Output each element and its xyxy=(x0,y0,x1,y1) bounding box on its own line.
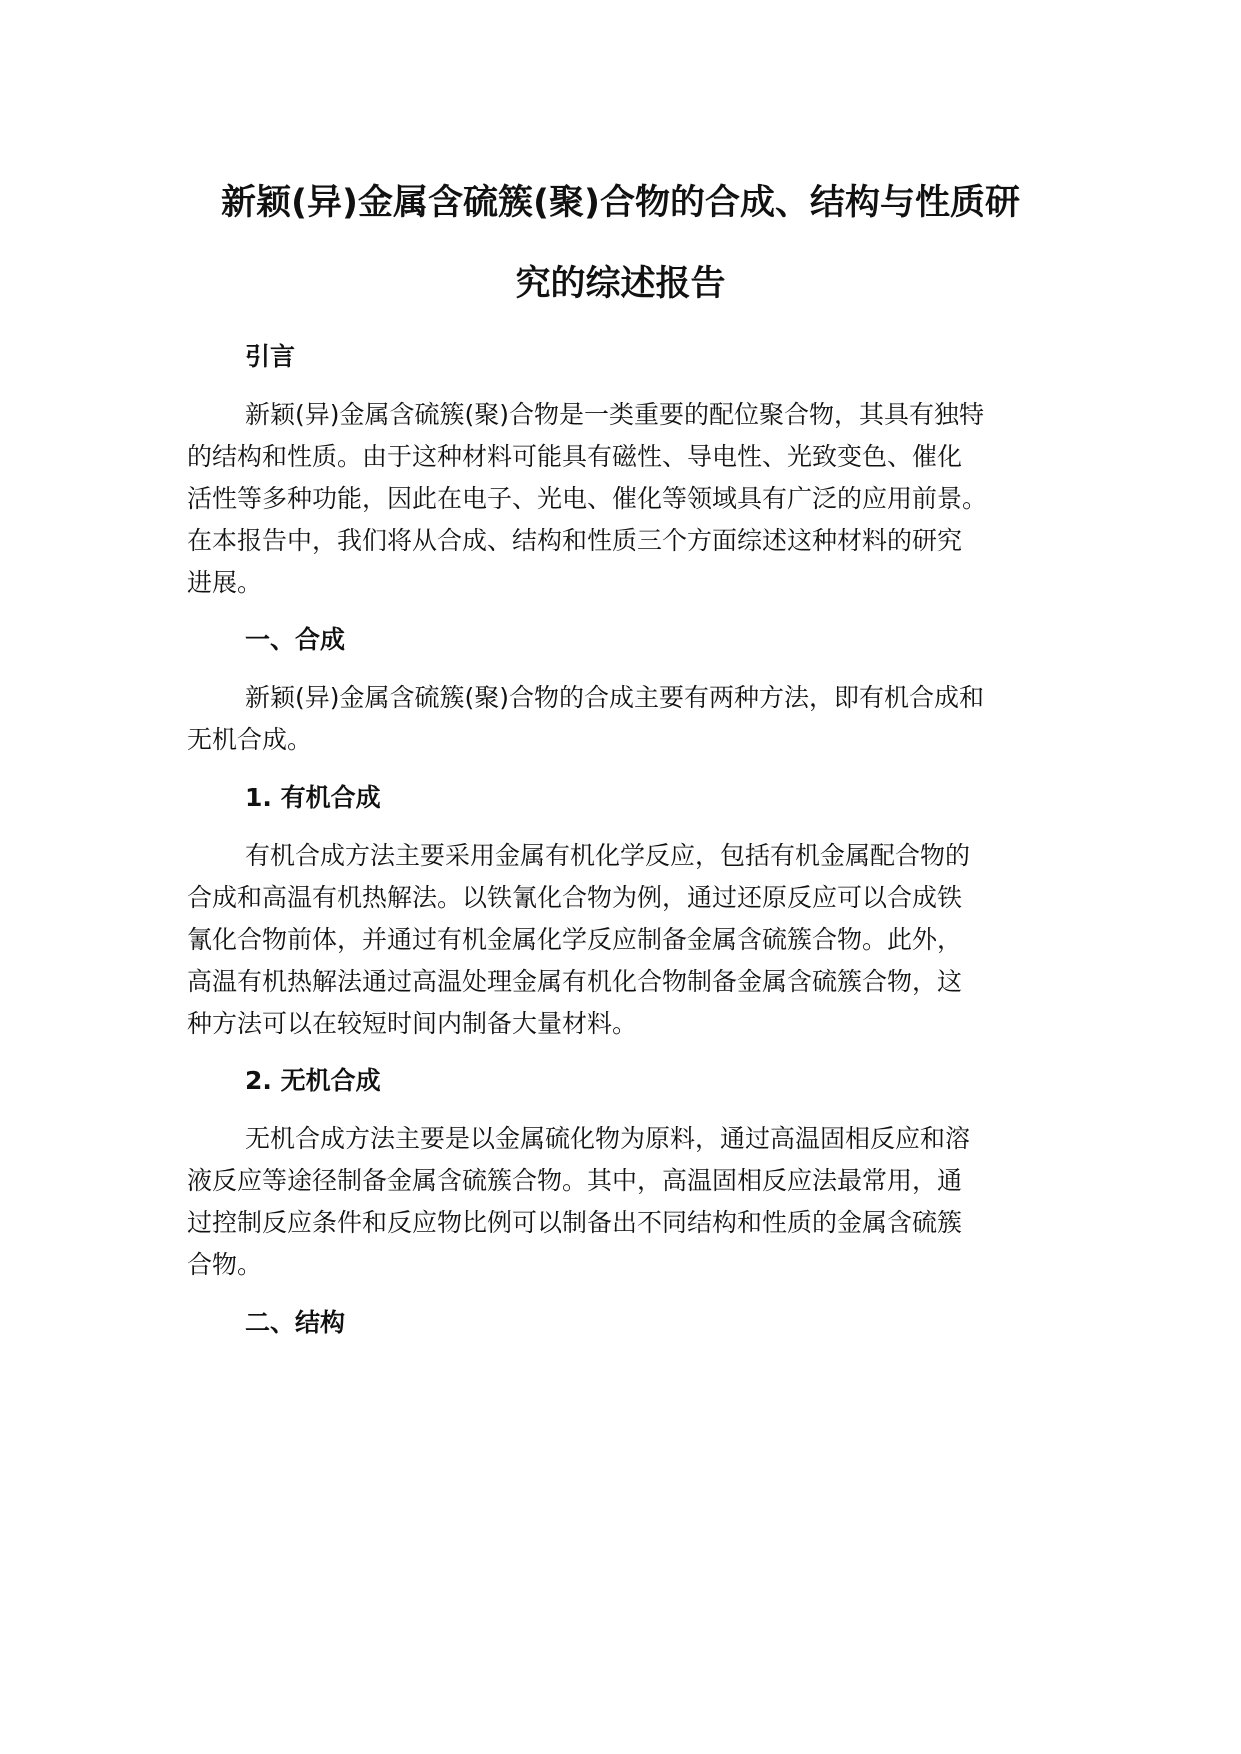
paragraph-line: 的结构和性质。由于这种材料可能具有磁性、导电性、光致变色、催化 xyxy=(187,442,963,471)
paragraph-line: 在本报告中，我们将从合成、结构和性质三个方面综述这种材料的研究 xyxy=(187,526,963,555)
subsection-heading-organic-synthesis: 1. 有机合成 xyxy=(245,783,381,812)
paragraph-line: 无机合成方法主要是以金属硫化物为原料，通过高温固相反应和溶 xyxy=(245,1124,971,1153)
paragraph-line: 合成和高温有机热解法。以铁氰化合物为例，通过还原反应可以合成铁 xyxy=(187,883,963,912)
paragraph-line: 进展。 xyxy=(187,568,263,597)
section-heading-synthesis: 一、合成 xyxy=(245,625,346,654)
paragraph-line: 有机合成方法主要采用金属有机化学反应，包括有机金属配合物的 xyxy=(245,841,971,870)
paragraph-line: 氰化合物前体，并通过有机金属化学反应制备金属含硫簇合物。此外， xyxy=(187,925,963,954)
document-title-line-2: 究的综述报告 xyxy=(515,264,726,304)
section-heading-structure: 二、结构 xyxy=(245,1308,346,1337)
paragraph-line: 无机合成。 xyxy=(187,725,313,754)
section-heading-introduction: 引言 xyxy=(245,342,296,371)
paragraph-line: 新颖(异)金属含硫簇(聚)合物的合成主要有两种方法，即有机合成和 xyxy=(245,683,985,712)
paragraph-line: 合物。 xyxy=(187,1250,263,1279)
paragraph-line: 液反应等途径制备金属含硫簇合物。其中，高温固相反应法最常用，通 xyxy=(187,1166,963,1195)
paragraph-line: 活性等多种功能，因此在电子、光电、催化等领域具有广泛的应用前景。 xyxy=(187,484,988,513)
paragraph-line: 高温有机热解法通过高温处理金属有机化合物制备金属含硫簇合物，这 xyxy=(187,967,963,996)
paragraph-line: 过控制反应条件和反应物比例可以制备出不同结构和性质的金属含硫簇 xyxy=(187,1208,963,1237)
document-title-line-1: 新颖(异)金属含硫簇(聚)合物的合成、结构与性质研 xyxy=(221,183,1020,223)
paragraph-line: 种方法可以在较短时间内制备大量材料。 xyxy=(187,1009,638,1038)
paragraph-line: 新颖(异)金属含硫簇(聚)合物是一类重要的配位聚合物，其具有独特 xyxy=(245,400,985,429)
subsection-heading-inorganic-synthesis: 2. 无机合成 xyxy=(245,1066,381,1095)
